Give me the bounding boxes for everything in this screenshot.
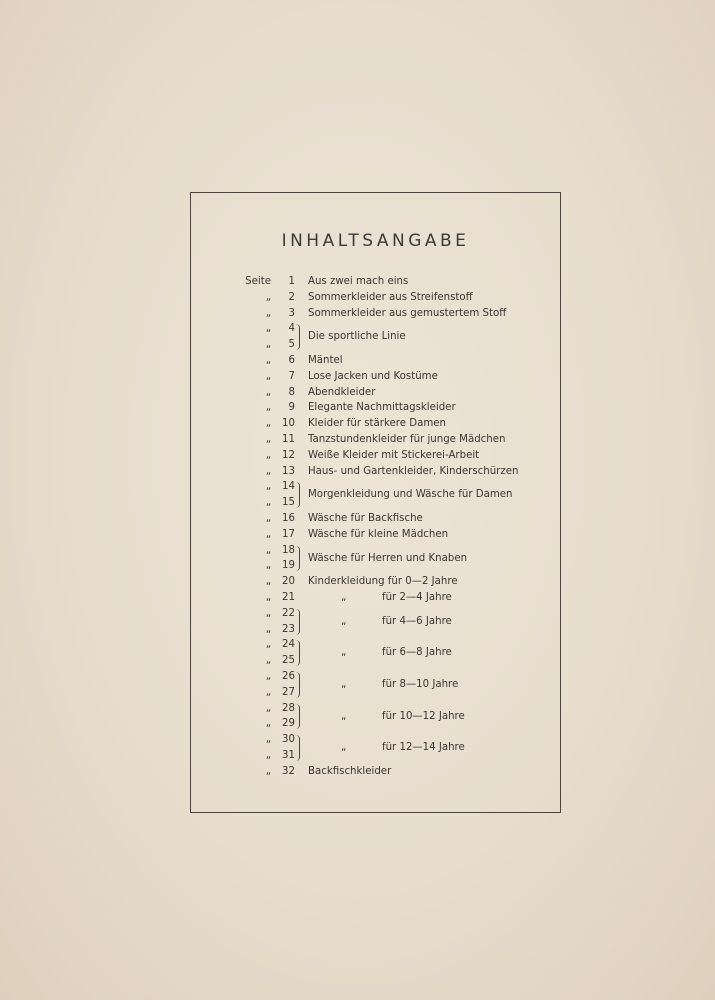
entry-title: Wäsche für Herren und Knaben	[308, 552, 468, 564]
table-of-contents-frame	[190, 192, 561, 813]
page-prefix: „	[265, 686, 271, 698]
entry-title: Elegante Nachmittagskleider	[308, 402, 456, 414]
page-number: 25	[282, 655, 295, 667]
page-title: INHALTSANGABE	[281, 231, 470, 251]
page-number: 3	[288, 307, 295, 319]
grouping-brace	[295, 546, 300, 572]
entry-title: Die sportliche Linie	[308, 331, 406, 343]
grouping-brace	[295, 672, 300, 698]
entry-title: Sommerkleider aus Streifenstoff	[308, 291, 473, 303]
page-number: 9	[288, 402, 295, 414]
page-number: 32	[282, 765, 295, 777]
page-prefix: „	[265, 655, 271, 667]
page-prefix: „	[265, 671, 271, 682]
page-number: 8	[288, 386, 295, 398]
page-number: 26	[282, 671, 295, 682]
page-prefix: Seite	[245, 276, 271, 287]
page-prefix: „	[265, 734, 271, 746]
page-prefix: „	[265, 434, 271, 445]
page-number: 27	[282, 686, 295, 698]
grouping-brace	[295, 640, 300, 666]
page-number: 1	[288, 276, 295, 287]
entry-title: Backfischkleider	[308, 765, 392, 777]
page-prefix: „	[265, 592, 271, 603]
page-number: 20	[282, 576, 295, 588]
entry-title: Wäsche für kleine Mädchen	[308, 528, 449, 540]
ditto-mark: „	[341, 647, 347, 659]
grouping-brace	[295, 704, 300, 730]
entry-title: Abendkleider	[308, 386, 376, 398]
entry-subtitle: für 6—8 Jahre	[382, 647, 452, 659]
entry-title: Wäsche für Backfische	[308, 513, 423, 524]
page-number: 16	[282, 513, 295, 524]
page-number: 11	[282, 434, 295, 445]
entry-title: Morgenkleidung und Wäsche für Damen	[308, 489, 513, 501]
entry-subtitle: für 12—14 Jahre	[382, 742, 465, 754]
page-number: 30	[282, 734, 295, 746]
page-prefix: „	[265, 370, 271, 382]
page-number: 14	[282, 481, 295, 493]
page-prefix: „	[265, 449, 271, 461]
page-number: 13	[282, 465, 295, 477]
page-prefix: „	[265, 560, 271, 572]
page-prefix: „	[265, 513, 271, 524]
page-number: 5	[288, 339, 295, 351]
toc-list	[191, 193, 560, 812]
page-number: 2	[288, 291, 295, 303]
page-number: 12	[282, 449, 295, 461]
page-prefix: „	[265, 386, 271, 398]
page-prefix: „	[265, 750, 271, 761]
page-number: 7	[288, 370, 295, 382]
ditto-mark: „	[341, 678, 347, 690]
page-prefix: „	[265, 339, 271, 351]
page-number: 28	[282, 702, 295, 714]
ditto-mark: „	[341, 742, 347, 754]
page-prefix: „	[265, 765, 271, 777]
entry-subtitle: für 10—12 Jahre	[382, 710, 465, 722]
ditto-mark: „	[341, 592, 347, 603]
page-prefix: „	[265, 418, 271, 430]
page-prefix: „	[265, 639, 271, 651]
ditto-mark: „	[341, 615, 347, 627]
page-number: 17	[282, 528, 295, 540]
entry-title: Mäntel	[308, 355, 343, 366]
page-number: 4	[288, 323, 295, 335]
page-number: 10	[282, 418, 295, 430]
page-number: 21	[282, 592, 295, 603]
page-prefix: „	[265, 402, 271, 414]
page-number: 23	[282, 623, 295, 635]
entry-title: Kinderkleidung für 0—2 Jahre	[308, 576, 458, 588]
entry-title: Aus zwei mach eins	[308, 276, 409, 287]
entry-title: Kleider für stärkere Damen	[308, 418, 446, 430]
page-prefix: „	[265, 291, 271, 303]
page-prefix: „	[265, 465, 271, 477]
grouping-brace	[295, 609, 300, 635]
page-number: 18	[282, 544, 295, 556]
page-prefix: „	[265, 718, 271, 730]
entry-title: Sommerkleider aus gemustertem Stoff	[308, 307, 507, 319]
entry-title: Haus- und Gartenkleider, Kinderschürzen	[308, 465, 519, 477]
entry-subtitle: für 4—6 Jahre	[382, 615, 452, 627]
page-prefix: „	[265, 323, 271, 335]
ditto-mark: „	[341, 710, 347, 722]
grouping-brace	[295, 735, 300, 761]
page-prefix: „	[265, 307, 271, 319]
page-prefix: „	[265, 528, 271, 540]
page-number: 29	[282, 718, 295, 730]
page-number: 6	[288, 355, 295, 366]
page-number: 31	[282, 750, 295, 761]
grouping-brace	[295, 324, 300, 350]
entry-title: Tanzstundenkleider für junge Mädchen	[308, 434, 506, 445]
page-number: 22	[282, 607, 295, 619]
page-number: 19	[282, 560, 295, 572]
page-prefix: „	[265, 702, 271, 714]
page-number: 15	[282, 497, 295, 509]
page-prefix: „	[265, 497, 271, 509]
page-prefix: „	[265, 576, 271, 588]
page-prefix: „	[265, 623, 271, 635]
page-prefix: „	[265, 544, 271, 556]
entry-subtitle: für 8—10 Jahre	[382, 678, 459, 690]
entry-title: Weiße Kleider mit Stickerei-Arbeit	[308, 449, 480, 461]
entry-subtitle: für 2—4 Jahre	[382, 592, 452, 603]
page-prefix: „	[265, 355, 271, 366]
page-prefix: „	[265, 481, 271, 493]
grouping-brace	[295, 482, 300, 508]
page-number: 24	[282, 639, 295, 651]
page-prefix: „	[265, 607, 271, 619]
entry-title: Lose Jacken und Kostüme	[308, 370, 438, 382]
